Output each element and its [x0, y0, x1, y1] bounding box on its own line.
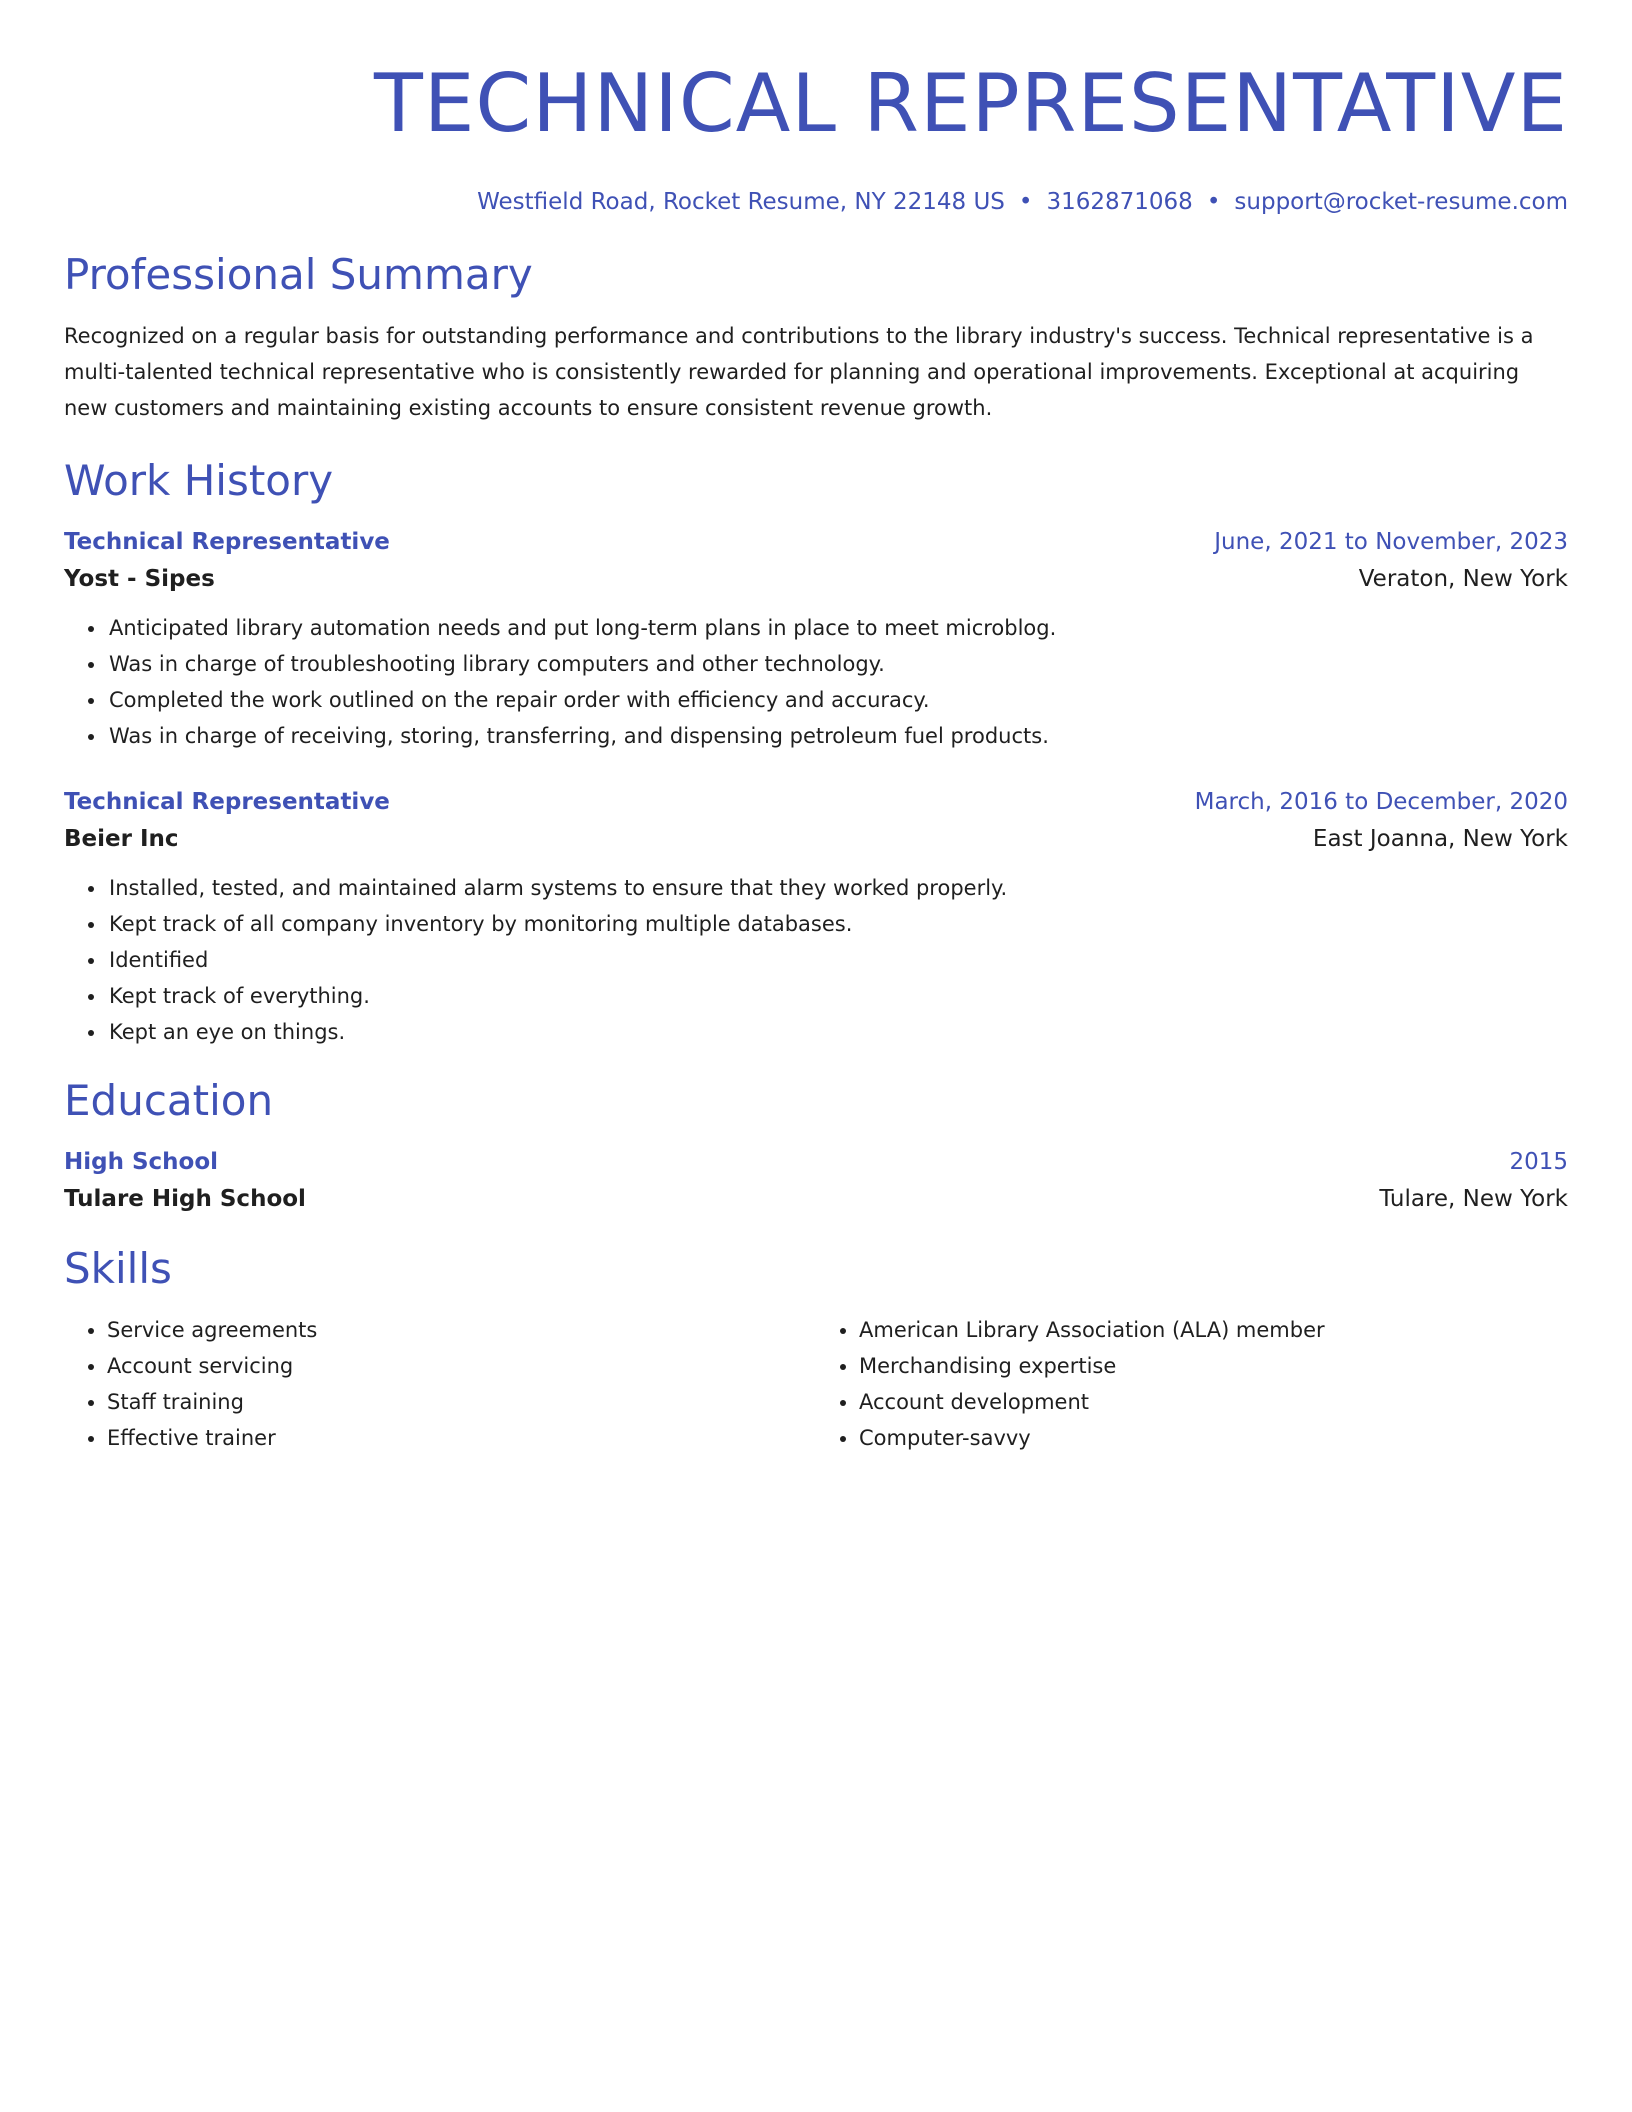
- education-degree: High School: [64, 1149, 219, 1175]
- list-item: • Was in charge of troubleshooting library computers and other technology.: [107, 646, 1568, 682]
- job-title: Technical Representative: [64, 529, 390, 555]
- job-employer: Beier Inc: [64, 826, 179, 852]
- job-header-row: [64, 784, 1568, 820]
- job-dates: June, 2021 to November, 2023: [1214, 529, 1568, 555]
- job-entry: [64, 524, 1568, 754]
- list-item: • Kept track of everything.: [107, 978, 1568, 1014]
- skills-column-left: [64, 1312, 816, 1456]
- contact-separator: •: [1018, 189, 1033, 215]
- resume-header: [64, 56, 1568, 216]
- contact-line: [64, 188, 1568, 216]
- section-title-skills: Skills: [64, 1244, 172, 1293]
- section-title-work-history: Work History: [64, 456, 334, 505]
- education-school-row: [64, 1180, 1568, 1218]
- candidate-name: TECHNICAL REPRESENTATIVE: [373, 57, 1568, 150]
- job-title: Technical Representative: [64, 789, 390, 815]
- list-item: • Kept track of all company inventory by monitoring multiple databases.: [107, 906, 1568, 942]
- list-item: • Kept an eye on things.: [107, 1014, 1568, 1050]
- job-bullets: [64, 610, 1568, 754]
- skill-item: • Staff training: [107, 1384, 816, 1420]
- education-header-row: [64, 1144, 1568, 1180]
- education-location: Tulare, New York: [1379, 1186, 1568, 1212]
- section-title-summary: Professional Summary: [64, 250, 533, 299]
- job-bullets: [64, 870, 1568, 1050]
- skill-item: • Effective trainer: [107, 1420, 816, 1456]
- list-item: • Completed the work outlined on the repair order with efficiency and accuracy.: [107, 682, 1568, 718]
- summary-section: [64, 250, 1568, 426]
- list-item: • Was in charge of receiving, storing, transferring, and dispensing petroleum fuel products.: [107, 718, 1568, 754]
- education-year: 2015: [1509, 1149, 1568, 1175]
- list-item: • Identified: [107, 942, 1568, 978]
- education-section: [64, 1076, 1568, 1218]
- work-history-section: [64, 456, 1568, 1050]
- skill-item: • Account development: [859, 1384, 1568, 1420]
- skill-item: • Merchandising expertise: [859, 1348, 1568, 1384]
- list-item: • Installed, tested, and maintained alarm systems to ensure that they worked properly.: [107, 870, 1568, 906]
- skills-column-right: [816, 1312, 1568, 1456]
- job-entry: [64, 784, 1568, 1050]
- job-header-row: [64, 524, 1568, 560]
- skills-section: [64, 1244, 1568, 1456]
- contact-email: support@rocket-resume.com: [1234, 189, 1568, 215]
- skill-item: • American Library Association (ALA) member: [859, 1312, 1568, 1348]
- contact-phone: 3162871068: [1046, 189, 1193, 215]
- section-title-education: Education: [64, 1076, 274, 1125]
- job-employer-row: [64, 820, 1568, 858]
- skill-item: • Computer-savvy: [859, 1420, 1568, 1456]
- summary-text: Recognized on a regular basis for outstanding performance and contributions to the library industry's success. Technical representative is a multi-talented technical representative who is consistently rewarded for planning and operational improvements. Exceptional at acquiring new customers and maintaining existing accounts to ensure consistent revenue growth.: [64, 324, 1534, 420]
- job-employer-row: [64, 560, 1568, 598]
- contact-separator: •: [1206, 189, 1221, 215]
- skill-item: • Service agreements: [107, 1312, 816, 1348]
- skills-grid: [64, 1312, 1568, 1456]
- list-item: • Anticipated library automation needs and put long-term plans in place to meet microblog.: [107, 610, 1568, 646]
- job-location: Veraton, New York: [1358, 566, 1568, 592]
- job-employer: Yost - Sipes: [64, 566, 215, 592]
- education-school: Tulare High School: [64, 1186, 306, 1212]
- job-dates: March, 2016 to December, 2020: [1194, 789, 1568, 815]
- job-location: East Joanna, New York: [1312, 826, 1568, 852]
- contact-address: Westfield Road, Rocket Resume, NY 22148 US: [477, 189, 1005, 215]
- skill-item: • Account servicing: [107, 1348, 816, 1384]
